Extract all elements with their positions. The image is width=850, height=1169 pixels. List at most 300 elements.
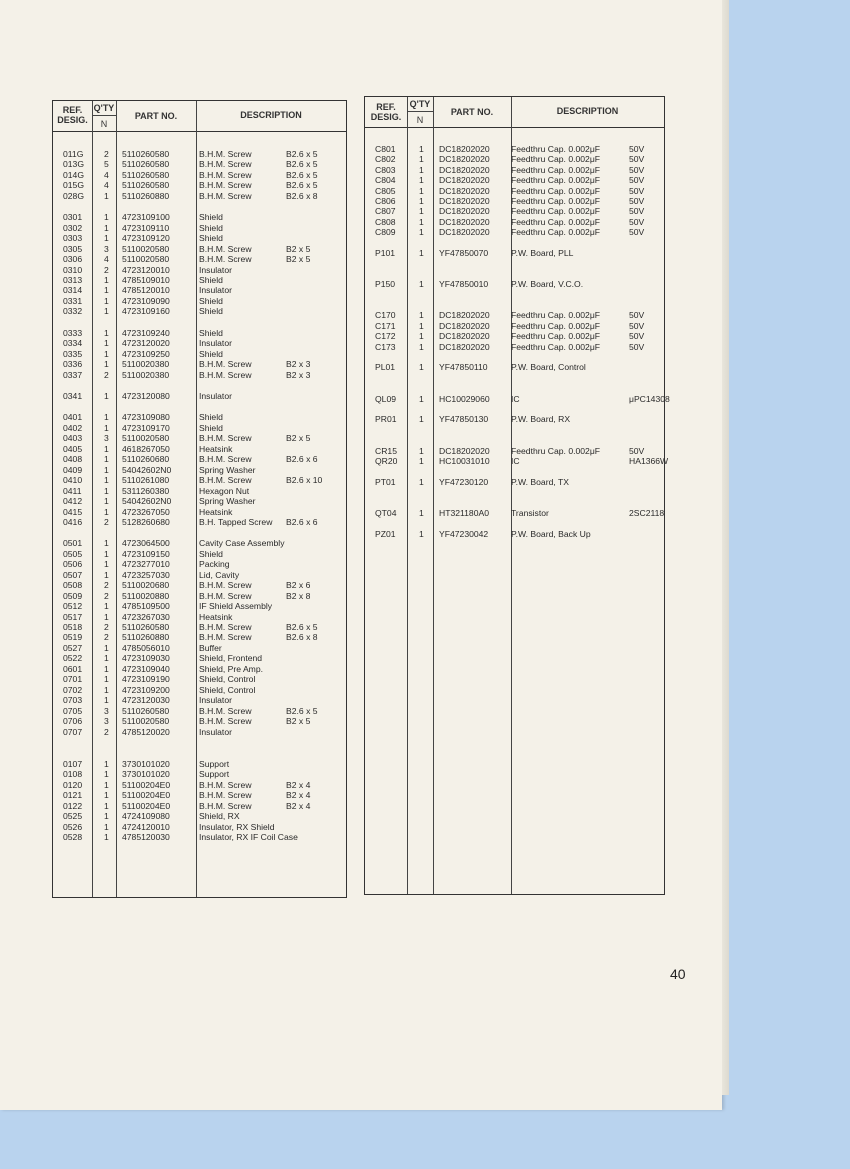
ref-cell: 0703 <box>63 695 83 706</box>
table-row <box>365 508 664 518</box>
part-no-cell: 4723109240 <box>122 327 170 338</box>
description-cell: B.H.M. Screw <box>199 475 252 486</box>
qty-cell: 1 <box>104 327 109 338</box>
header-qty: Q'TY <box>93 103 115 113</box>
table-row <box>53 306 346 316</box>
spec-cell: 50V <box>629 185 645 196</box>
table-row <box>53 780 346 790</box>
description-cell: B.H.M. Screw <box>199 159 252 170</box>
part-no-cell: 5110020380 <box>122 369 170 380</box>
description-cell: Shield, Frontend <box>199 653 263 664</box>
qty-cell: 1 <box>419 445 424 456</box>
part-no-cell: 4723120010 <box>122 264 170 275</box>
qty-cell: 1 <box>104 454 109 465</box>
table-row <box>53 212 346 222</box>
qty-cell: 1 <box>104 295 109 306</box>
header-desig-label: DESIG. <box>370 112 402 122</box>
part-no-cell: 4785120020 <box>122 726 170 737</box>
description-cell: Buffer <box>199 642 222 653</box>
qty-cell: 1 <box>419 456 424 466</box>
description-cell: Spring Washer <box>199 496 256 507</box>
part-no-cell: 5110020580 <box>122 716 170 727</box>
ref-cell: 0122 <box>63 800 83 811</box>
ref-cell: 015G <box>63 180 85 191</box>
table-row <box>53 674 346 684</box>
description-cell: P.W. Board, V.C.O. <box>511 279 584 290</box>
part-no-cell: 4723267030 <box>122 611 170 622</box>
description-cell: Shield <box>199 274 223 285</box>
ref-cell: 0518 <box>63 622 83 632</box>
ref-cell: 0331 <box>63 295 83 306</box>
table-row <box>365 248 664 258</box>
qty-cell: 1 <box>104 359 109 370</box>
description-cell: Feedthru Cap. 0.002μF <box>511 227 601 238</box>
ref-cell: 0412 <box>63 496 83 507</box>
spec-cell: B2 x 5 <box>286 254 311 265</box>
part-no-cell: 5110020580 <box>122 243 170 254</box>
part-no-cell: 5110020580 <box>122 433 170 444</box>
qty-cell: 1 <box>104 663 109 674</box>
ref-cell: 0701 <box>63 674 83 685</box>
part-no-cell: 5110020680 <box>122 580 170 591</box>
spec-cell: 50V <box>629 341 645 352</box>
spec-cell: 50V <box>629 154 645 165</box>
qty-cell: 1 <box>104 769 109 780</box>
ref-cell: 0108 <box>63 769 83 780</box>
table-row <box>53 370 346 380</box>
ref-cell: C802 <box>375 154 396 165</box>
description-cell: Insulator <box>199 391 232 401</box>
table-row <box>53 570 346 580</box>
table-row <box>365 175 664 185</box>
header-n: N <box>100 119 108 129</box>
part-no-cell: 4723064500 <box>122 538 170 549</box>
ref-cell: 0522 <box>63 653 83 664</box>
description-cell: Insulator, RX Shield <box>199 821 275 832</box>
part-no-cell: 4724109080 <box>122 811 170 822</box>
qty-cell: 1 <box>419 331 424 342</box>
part-no-cell: 4723109040 <box>122 663 170 674</box>
ref-cell: 0336 <box>63 359 83 370</box>
qty-cell: 2 <box>104 726 109 737</box>
table-row <box>365 196 664 206</box>
ref-cell: 0525 <box>63 811 83 822</box>
ref-cell: C806 <box>375 196 396 206</box>
header-qty: Q'TY <box>409 99 431 109</box>
qty-cell: 2 <box>104 632 109 643</box>
part-no-cell: 5311260380 <box>122 485 170 496</box>
header-desig-label: DESIG. <box>57 115 88 125</box>
part-no-cell: YF47850070 <box>439 248 489 258</box>
qty-cell: 1 <box>104 653 109 664</box>
description-cell: IF Shield Assembly <box>199 601 273 612</box>
qty-cell: 2 <box>104 622 109 632</box>
table-row <box>365 393 670 404</box>
spec-cell: B2 x 3 <box>286 359 311 370</box>
table-row <box>53 275 346 285</box>
ref-cell: 0402 <box>63 422 83 433</box>
qty-cell: 1 <box>104 832 109 843</box>
description-cell: Spring Washer <box>199 464 256 475</box>
spec-cell: B2 x 8 <box>286 590 311 601</box>
table-row <box>365 186 664 196</box>
part-no-cell: 4723277010 <box>122 559 170 570</box>
part-no-cell: 5110260680 <box>122 454 170 465</box>
description-cell: B.H.M. Screw <box>199 190 252 201</box>
qty-cell: 1 <box>419 248 424 258</box>
part-no-cell: DC18202020 <box>439 331 490 342</box>
description-cell: Heatsink <box>199 443 233 454</box>
qty-cell: 1 <box>104 601 109 612</box>
part-no-cell: 4723120020 <box>122 338 170 349</box>
qty-cell: 1 <box>419 185 424 196</box>
spec-cell: 50V <box>629 320 645 331</box>
spec-cell: 50V <box>629 206 645 217</box>
part-no-cell: 5110260880 <box>122 632 170 643</box>
table-row <box>53 149 346 159</box>
part-no-cell: 5110260880 <box>122 190 170 201</box>
table-row <box>365 217 664 227</box>
spec-cell: HA1366W <box>629 456 669 466</box>
qty-cell: 3 <box>104 705 109 716</box>
ref-cell: 011G <box>63 149 84 159</box>
qty-cell: 1 <box>104 496 109 507</box>
table-row <box>53 559 346 569</box>
qty-cell: 1 <box>419 164 424 175</box>
description-cell: Feedthru Cap. 0.002μF <box>511 154 601 165</box>
header-description: DESCRIPTION <box>240 110 302 120</box>
ref-cell: 0506 <box>63 559 83 570</box>
ref-cell: 0509 <box>63 590 83 601</box>
part-no-cell: YF47850130 <box>439 414 489 425</box>
description-cell: Shield <box>199 295 223 306</box>
description-cell: Insulator <box>199 338 232 349</box>
ref-cell: C805 <box>375 185 396 196</box>
table-row <box>53 423 346 433</box>
qty-cell: 1 <box>104 538 109 549</box>
ref-cell: 0333 <box>63 327 83 338</box>
part-no-cell: YF47230042 <box>439 528 489 539</box>
qty-cell: 1 <box>104 443 109 454</box>
ref-cell: C171 <box>375 320 396 331</box>
part-no-cell: DC18202020 <box>439 144 490 154</box>
spec-cell: B2 x 6 <box>286 580 311 591</box>
description-cell: Insulator <box>199 726 232 737</box>
spec-cell: B2.6 x 8 <box>286 632 318 643</box>
part-no-cell: 4785056010 <box>122 642 170 653</box>
ref-cell: 0501 <box>63 538 83 549</box>
header-description: DESCRIPTION <box>556 106 619 116</box>
ref-cell: 0601 <box>63 663 83 674</box>
part-no-cell: DC18202020 <box>439 206 490 217</box>
spec-cell: B2 x 4 <box>286 779 311 790</box>
table-row <box>53 549 346 559</box>
description-cell: Feedthru Cap. 0.002μF <box>511 445 601 456</box>
description-cell: Shield, RX <box>199 811 240 822</box>
table-row <box>53 622 346 632</box>
qty-cell: 1 <box>104 811 109 822</box>
ref-cell: 0310 <box>63 264 83 275</box>
ref-cell: 0702 <box>63 684 83 695</box>
qty-cell: 1 <box>419 393 424 404</box>
spec-cell: B2 x 4 <box>286 800 311 811</box>
qty-cell: 2 <box>104 590 109 601</box>
description-cell: B.H.M. Screw <box>199 149 252 159</box>
table-row <box>53 832 346 842</box>
qty-cell: 1 <box>104 475 109 486</box>
qty-cell: 1 <box>419 320 424 331</box>
ref-cell: 0408 <box>63 454 83 465</box>
description-cell: B.H.M. Screw <box>199 716 252 727</box>
description-cell: B.H.M. Screw <box>199 790 252 801</box>
description-cell: B.H.M. Screw <box>199 254 252 265</box>
ref-cell: 0301 <box>63 212 83 223</box>
part-no-cell: 4723109030 <box>122 653 170 664</box>
spec-cell: B2.6 x 8 <box>286 190 318 201</box>
table-row <box>53 496 346 506</box>
ref-cell: 028G <box>63 190 85 201</box>
spec-cell: B2.6 x 5 <box>286 159 318 170</box>
ref-cell: 0528 <box>63 832 83 843</box>
ref-cell: QL09 <box>375 393 397 404</box>
description-cell: Insulator <box>199 264 232 275</box>
part-no-cell: 5110020380 <box>122 359 170 370</box>
part-no-cell: 4618267050 <box>122 443 170 454</box>
description-cell: Feedthru Cap. 0.002μF <box>511 175 601 186</box>
spec-cell: 50V <box>629 445 645 456</box>
description-cell: P.W. Board, Back Up <box>511 528 591 539</box>
ref-cell: PL01 <box>375 362 396 373</box>
description-cell: Shield <box>199 222 223 233</box>
qty-cell: 1 <box>104 684 109 695</box>
part-no-cell: 4723109150 <box>122 548 170 559</box>
description-cell: B.H. Tapped Screw <box>199 516 273 527</box>
table-row <box>53 391 346 401</box>
part-no-cell: 4723109110 <box>122 222 170 233</box>
ref-cell: 0120 <box>63 779 83 790</box>
part-no-cell: 5110260580 <box>122 169 170 180</box>
spec-cell: μPC14308 <box>629 393 670 404</box>
ref-cell: C801 <box>375 144 396 154</box>
ref-cell: 0505 <box>63 548 83 559</box>
spec-cell: 50V <box>629 175 645 186</box>
qty-cell: 1 <box>104 285 109 296</box>
part-no-cell: DC18202020 <box>439 164 490 175</box>
ref-cell: C804 <box>375 175 396 186</box>
table-row <box>53 538 346 548</box>
part-no-cell: 4785109010 <box>122 274 170 285</box>
header-ref-label: REF. <box>376 102 396 112</box>
ref-cell: 0409 <box>63 464 83 475</box>
table-row <box>53 328 346 338</box>
page-edge <box>722 0 729 1095</box>
part-no-cell: DC18202020 <box>439 175 490 186</box>
qty-cell: 1 <box>419 279 424 290</box>
description-cell: IC <box>511 393 520 404</box>
part-no-cell: DC18202020 <box>439 320 490 331</box>
description-cell: Feedthru Cap. 0.002μF <box>511 216 601 227</box>
ref-cell: 0415 <box>63 506 83 517</box>
qty-cell: 4 <box>104 254 109 265</box>
table-row <box>53 191 346 201</box>
ref-cell: 0405 <box>63 443 83 454</box>
table-row <box>53 359 346 369</box>
table-row <box>53 180 346 190</box>
table-row <box>53 296 346 306</box>
description-cell: Shield <box>199 548 223 559</box>
ref-cell: QR20 <box>375 456 398 466</box>
qty-cell: 1 <box>419 508 424 518</box>
table-row <box>365 227 664 237</box>
part-no-cell: 5110260580 <box>122 159 170 170</box>
ref-cell: C808 <box>375 216 396 227</box>
spec-cell: B2.6 x 10 <box>286 475 323 486</box>
description-cell: Packing <box>199 559 230 570</box>
ref-cell: 0526 <box>63 821 83 832</box>
qty-cell: 1 <box>104 674 109 685</box>
ref-cell: 0335 <box>63 348 83 359</box>
parts-table-right <box>364 96 670 895</box>
table-row <box>53 349 346 359</box>
spec-cell: B2.6 x 5 <box>286 169 318 180</box>
description-cell: Feedthru Cap. 0.002μF <box>511 144 601 154</box>
part-no-cell: 51100204E0 <box>122 790 171 801</box>
ref-cell: 0517 <box>63 611 83 622</box>
qty-cell: 1 <box>104 800 109 811</box>
table-row <box>53 685 346 695</box>
table-row <box>53 653 346 663</box>
part-no-cell: 4724120010 <box>122 821 170 832</box>
part-no-cell: DC18202020 <box>439 216 490 227</box>
ref-cell: CR15 <box>375 445 397 456</box>
description-cell: B.H.M. Screw <box>199 580 252 591</box>
description-cell: Feedthru Cap. 0.002μF <box>511 310 601 321</box>
part-no-cell: HT321180A0 <box>439 508 490 518</box>
description-cell: Shield <box>199 422 223 433</box>
description-cell: Feedthru Cap. 0.002μF <box>511 185 601 196</box>
table-row <box>365 144 664 154</box>
qty-cell: 1 <box>419 528 424 539</box>
table-row <box>53 790 346 800</box>
part-no-cell: 3730101020 <box>122 758 170 769</box>
part-no-cell: HC10031010 <box>439 456 490 466</box>
description-cell: B.H.M. Screw <box>199 454 252 465</box>
description-cell: Cavity Case Assembly <box>199 538 285 549</box>
qty-cell: 1 <box>104 695 109 706</box>
table-row <box>53 244 346 254</box>
table-row <box>365 279 664 289</box>
part-no-cell: 5110020880 <box>122 590 170 601</box>
qty-cell: 5 <box>104 159 109 170</box>
ref-cell: PZ01 <box>375 528 396 539</box>
description-cell: Insulator <box>199 285 232 296</box>
table-row <box>365 362 664 372</box>
ref-cell: 0314 <box>63 285 83 296</box>
qty-cell: 3 <box>104 433 109 444</box>
qty-cell: 1 <box>419 196 424 206</box>
table-row <box>53 265 346 275</box>
description-cell: Heatsink <box>199 506 233 517</box>
description-cell: B.H.M. Screw <box>199 705 252 716</box>
spec-cell: B2 x 4 <box>286 790 311 801</box>
table-row <box>53 822 346 832</box>
description-cell: B.H.M. Screw <box>199 622 252 632</box>
ref-cell: C172 <box>375 331 396 342</box>
table-row <box>53 507 346 517</box>
description-cell: B.H.M. Screw <box>199 800 252 811</box>
qty-cell: 1 <box>419 310 424 321</box>
table-row <box>53 759 346 769</box>
table-row <box>53 338 346 348</box>
qty-cell: 1 <box>104 642 109 653</box>
table-row <box>365 446 664 456</box>
ref-cell: 0416 <box>63 516 83 527</box>
table-row <box>365 414 664 424</box>
qty-cell: 1 <box>104 233 109 244</box>
table-row <box>365 456 669 466</box>
description-cell: Feedthru Cap. 0.002μF <box>511 164 601 175</box>
part-no-cell: YF47850110 <box>439 362 488 373</box>
table-row <box>53 465 346 475</box>
table-row <box>365 321 664 331</box>
qty-cell: 1 <box>419 216 424 227</box>
description-cell: B.H.M. Screw <box>199 779 252 790</box>
ref-cell: PT01 <box>375 476 396 487</box>
ref-cell: C809 <box>375 227 396 238</box>
part-no-cell: DC18202020 <box>439 445 490 456</box>
table-row <box>53 433 346 443</box>
part-no-cell: 4723109090 <box>122 295 170 306</box>
qty-cell: 1 <box>104 779 109 790</box>
part-no-cell: 4785120030 <box>122 832 170 843</box>
table-row <box>365 165 664 175</box>
qty-cell: 1 <box>104 821 109 832</box>
qty-cell: 2 <box>104 369 109 380</box>
description-cell: B.H.M. Screw <box>199 369 252 380</box>
spec-cell: 50V <box>629 196 645 206</box>
description-cell: P.W. Board, PLL <box>511 248 574 258</box>
qty-cell: 1 <box>419 341 424 352</box>
part-no-cell: DC18202020 <box>439 196 490 206</box>
table-row <box>53 233 346 243</box>
qty-cell: 1 <box>104 212 109 223</box>
part-no-cell: 5110020580 <box>122 254 170 265</box>
qty-cell: 1 <box>104 569 109 580</box>
table-row <box>53 801 346 811</box>
parts-table-left <box>52 100 347 898</box>
qty-cell: 1 <box>104 348 109 359</box>
table-row <box>53 643 346 653</box>
ref-cell: C173 <box>375 341 396 352</box>
part-no-cell: 4785109500 <box>122 601 170 612</box>
part-no-cell: 5128260680 <box>122 516 170 527</box>
description-cell: Shield <box>199 306 223 317</box>
qty-cell: 1 <box>104 222 109 233</box>
table-row <box>53 475 346 485</box>
page-number: 40 <box>670 966 686 982</box>
header-ref <box>365 102 407 122</box>
part-no-cell: 51100204E0 <box>122 800 171 811</box>
table-row <box>53 580 346 590</box>
ref-cell: 0410 <box>63 475 83 486</box>
ref-cell: 0508 <box>63 580 83 591</box>
table-row <box>53 454 346 464</box>
table-row <box>53 769 346 779</box>
description-cell: Transistor <box>511 508 549 518</box>
table-row <box>365 154 664 164</box>
ref-cell: 0337 <box>63 369 83 380</box>
description-cell: Feedthru Cap. 0.002μF <box>511 341 601 352</box>
